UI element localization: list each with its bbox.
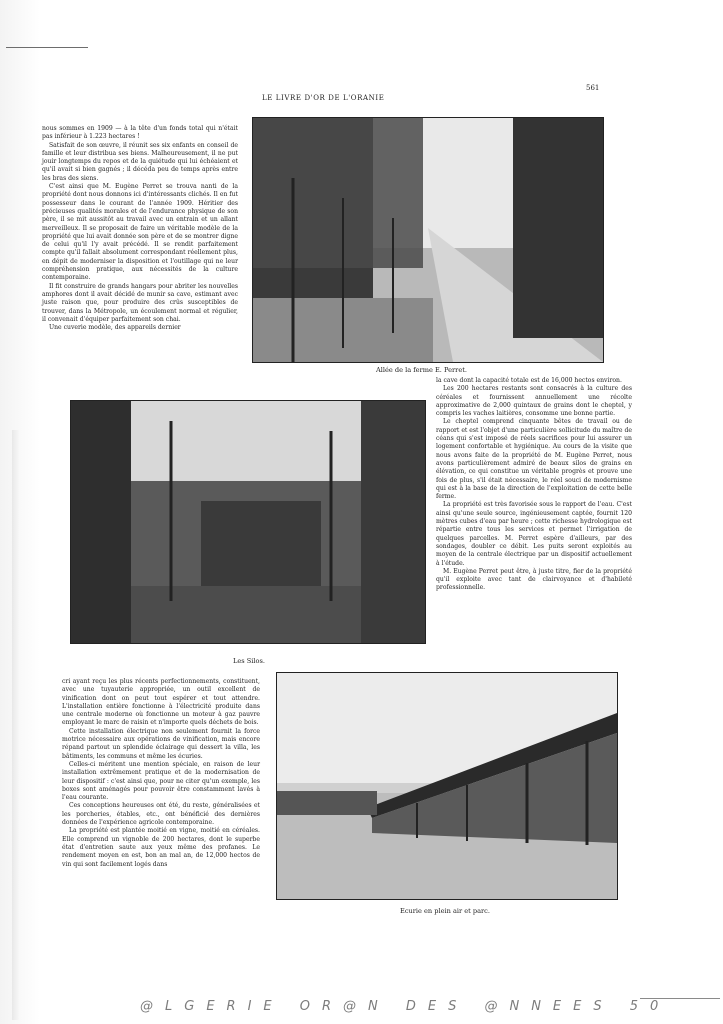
paragraph: C'est ainsi que M. Eugène Perret se trouva nanti de la propriété dont nous donnons ici d'intéressants clichés. Il en fut possesseur dans le courant de l'année 1909. Héritier des précieuses qualités morales et de l'endurance physique de son père, il se mit aussitôt au travail avec un entrain et un allant merveilleux. Il se proposait de faire un véritable modèle de la propriété que lui avait donnée son père et de se montrer digne de celui qu'il l'y avait précédé. Il se rendit parfaitement compte qu'il fallait absolument correspondant réellement plus, en dépit de moderniser la disposition et l'outillage qui ne leur compréhension pratique, aux nécessités de la culture contemporaine. [42, 183, 238, 282]
paragraph: Cette installation électrique non seulement fournit la force motrice nécessaire aux opérations de vinification, mais encore répand partout un splendide éclairage qui dessert la villa, les bâtiments, les communs et même les écuries. [62, 727, 260, 760]
binding-edge [12, 430, 20, 1020]
photo-caption: Ecurie en plein air et parc. [400, 907, 490, 915]
paragraph: la cave dont la capacité totale est de 16,000 hectos environ. [436, 377, 622, 384]
paragraph: Celles-ci méritent une mention spéciale, en raison de leur installation extrêmement pratique et de la modernisation de leur dispositif : c'est ainsi que, pour ne citer qu'un exemple, les boxes sont aménagés pour pouvoir être constamment lavés à l'eau courante. [62, 760, 260, 802]
paragraph: cri ayant reçu les plus récents perfectionnements, constituent, avec une tuyauterie appropriée, un outil excellent de vinification dont on peut tout espérer et tout attendre. L'installation entière fonctionne à l'électricité produite dans une centrale moderne où fonctionne un moteur à gaz pauvre employant le marc de raisin et n'importe quels déchets de bois. [62, 678, 260, 727]
paragraph: Les 200 hectares restants sont consacrés à la culture des céréales et fournissent annuellement une récolte approximative de 2,000 quintaux de grains dont le cheptel, y compris les vaches laitières, consomme une bonne partie. [436, 385, 632, 418]
photo-stable-and-park [276, 672, 618, 900]
text-column-right-middle [436, 377, 632, 593]
top-rule [6, 47, 88, 48]
photo-caption: Les Silos. [233, 657, 265, 665]
paragraph: La propriété est plantée moitié en vigne, moitié en céréales. Elle comprend un vignoble de 200 hectares, dont le superbe état d'entretien saute aux yeux même des profanes. Le rendement moyen en est, bon an mal an, de 12,000 hectos de vin qui sont facilement logés dans [62, 827, 260, 868]
paragraph: Il fit construire de grands hangars pour abriter les nouvelles amphores dont il avait décidé de munir sa cave, estimant avec juste raison que, pour produire des crûs susceptibles de trouver, dans la Métropole, un écoulement normal et régulier, il convenait d'équiper parfaitement son chai. [42, 282, 238, 323]
paragraph: La propriété est très favorisée sous le rapport de l'eau. C'est ainsi qu'une seule source, ingénieusement captée, fournit 120 mètres cubes d'eau par heure ; cette richesse hydrologique est répartie entre tous les services et permet l'irrigation de quelques parcelles. M. Perret espère d'ailleurs, par des sondages, doubler ce débit. Les puits seront exploités au moyen de la centrale électrique par un dispositif actuellement à l'étude. [436, 501, 632, 567]
site-watermark: @LGERIE OR@N DES @NNEES 50 [140, 999, 671, 1014]
paragraph: Le cheptel comprend cinquante bêtes de travail ou de rapport et est l'objet d'une particulière sollicitude du maître de céans qui s'est imposé de réels sacrifices pour lui assurer un logement confortable et hygiénique. Au cours de la visite que nous avons faite de la propriété de M. Eugène Perret, nous avons particulièrement admiré de beaux silos de grains en élévation, ce qui constitue un véritable progrès et prouve une fois de plus, s'il était nécessaire, le réel souci de modernisme qui est à la base de la direction de l'exploitation de cette belle ferme. [436, 418, 632, 501]
page-shadow [0, 0, 40, 1024]
running-head: LE LIVRE D'OR DE L'ORANIE [262, 94, 385, 102]
photo-farm-alley [252, 117, 604, 363]
paragraph: nous sommes en 1909 — à la tête d'un fonds total qui n'était pas inférieur à 1.223 hectares ! [42, 125, 238, 141]
text-column-left-bottom [62, 678, 260, 869]
paragraph: Satisfait de son œuvre, il réunit ses six enfants en conseil de famille et leur distribua ses biens. Malheureusement, il ne put jouir longtemps du repos et de la quiétude qui lui échéaient et qu'il avait si bien gagnés ; il décéda peu de temps après entre les bras des siens. [42, 141, 238, 182]
paragraph: Ces conceptions heureuses ont été, du reste, généralisées et les porcheries, étables, etc., ont bénéficié des dernières données de l'expérience agricole contemporaine. [62, 802, 260, 827]
photo-silos [70, 400, 426, 644]
photo-caption: Allée de la ferme E. Perret. [376, 366, 467, 374]
paragraph: Une cuverie modèle, des appareils dernier [49, 324, 181, 332]
text-column-left-top [42, 125, 238, 332]
page-number: 561 [586, 84, 600, 92]
paragraph: M. Eugène Perret peut être, à juste titre, fier de la propriété qu'il exploite avec tant de clairvoyance et d'habileté professionnelle. [436, 567, 632, 592]
